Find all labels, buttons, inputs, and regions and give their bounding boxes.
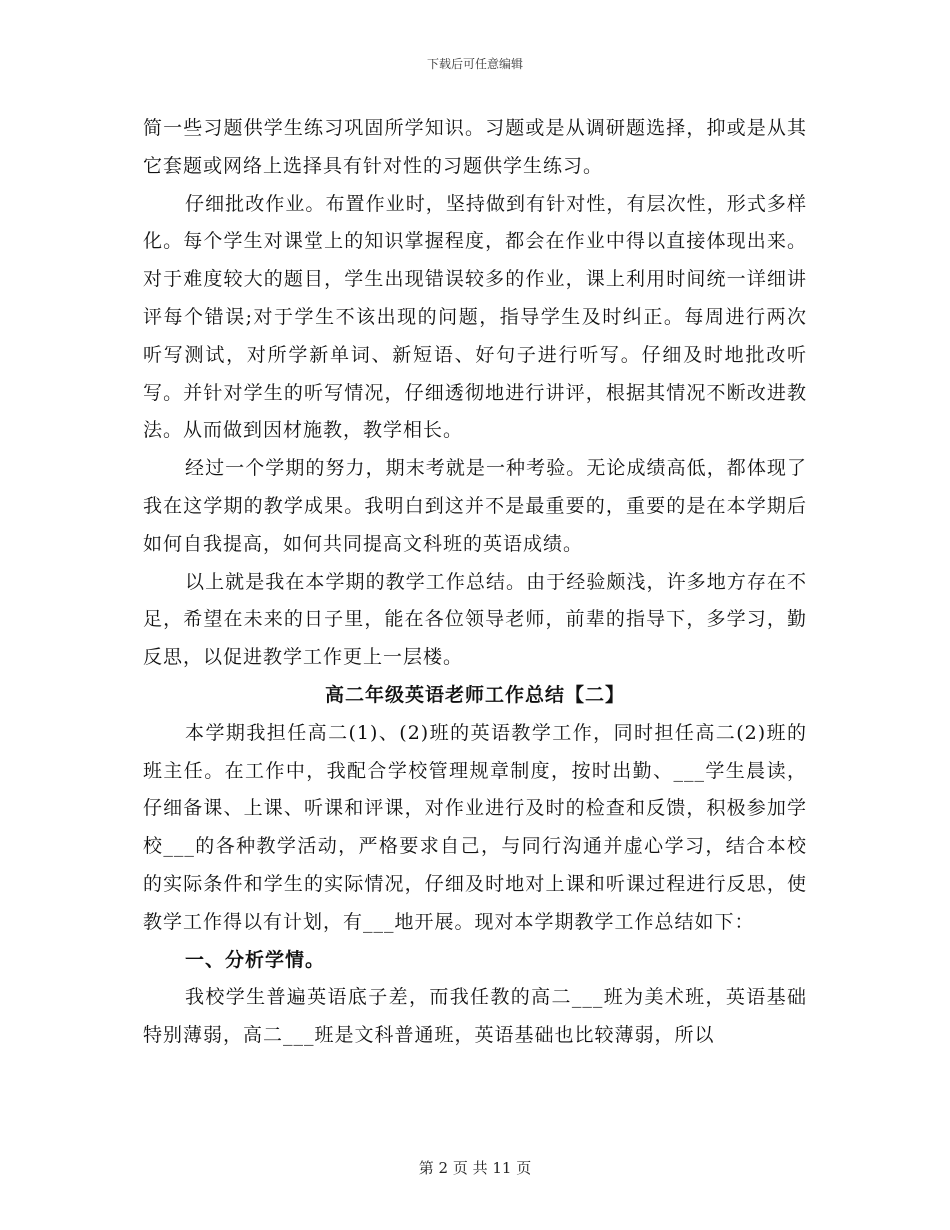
paragraph: 经过一个学期的努力，期末考就是一种考验。无论成绩高低，都体现了我在这学期的教学成果。我明白到这并不是最重要的，重要的是在本学期后如何自我提高，如何共同提高文科班的英语成绩。	[143, 457, 807, 555]
page-footer: 第 2 页 共 11 页	[418, 1159, 532, 1177]
document-body	[143, 110, 807, 1055]
paragraph: 本学期我担任高二(1)、(2)班的英语教学工作，同时担任高二(2)班的班主任。在工作中，我配合学校管理规章制度，按时出勤、___学生晨读，仔细备课、上课、听课和评课，对作业进行及时的检查和反馈，积极参加学校___的各种教学活动，严格要求自己，与同行沟通并虚心学习，结合本校的实际条件和学生的实际情况，仔细及时地对上课和听课过程进行反思，使教学工作得以有计划，有___地开展。现对本学期教学工作总结如下：	[143, 721, 807, 933]
paragraph: 我校学生普遍英语底子差，而我任教的高二___班为美术班，英语基础特别薄弱，高二___班是文科普通班，英语基础也比较薄弱，所以	[143, 986, 807, 1047]
section-title: 高二年级英语老师工作总结【二】	[324, 683, 625, 706]
paragraph: 以上就是我在本学期的教学工作总结。由于经验颇浅，许多地方存在不足，希望在未来的日子里，能在各位领导老师，前辈的指导下，多学习，勤反思，以促进教学工作更上一层楼。	[143, 570, 807, 669]
page-header: 下载后可任意编辑	[426, 57, 523, 71]
subheading: 一、分析学情。	[185, 948, 326, 971]
paragraph: 仔细批改作业。布置作业时，坚持做到有针对性，有层次性，形式多样化。每个学生对课堂上的知识掌握程度，都会在作业中得以直接体现出来。对于难度较大的题目，学生出现错误较多的作业，课上利用时间统一详细讲评每个错误;对于学生不该出现的问题，指导学生及时纠正。每周进行两次听写测试，对所学新单词、新短语、好句子进行听写。仔细及时地批改听写。并针对学生的听写情况，仔细透彻地进行讲评，根据其情况不断改进教法。从而做到因材施教，教学相长。	[143, 192, 807, 442]
paragraph: 简一些习题供学生练习巩固所学知识。习题或是从调研题选择，抑或是从其它套题或网络上选择具有针对性的习题供学生练习。	[143, 117, 807, 177]
